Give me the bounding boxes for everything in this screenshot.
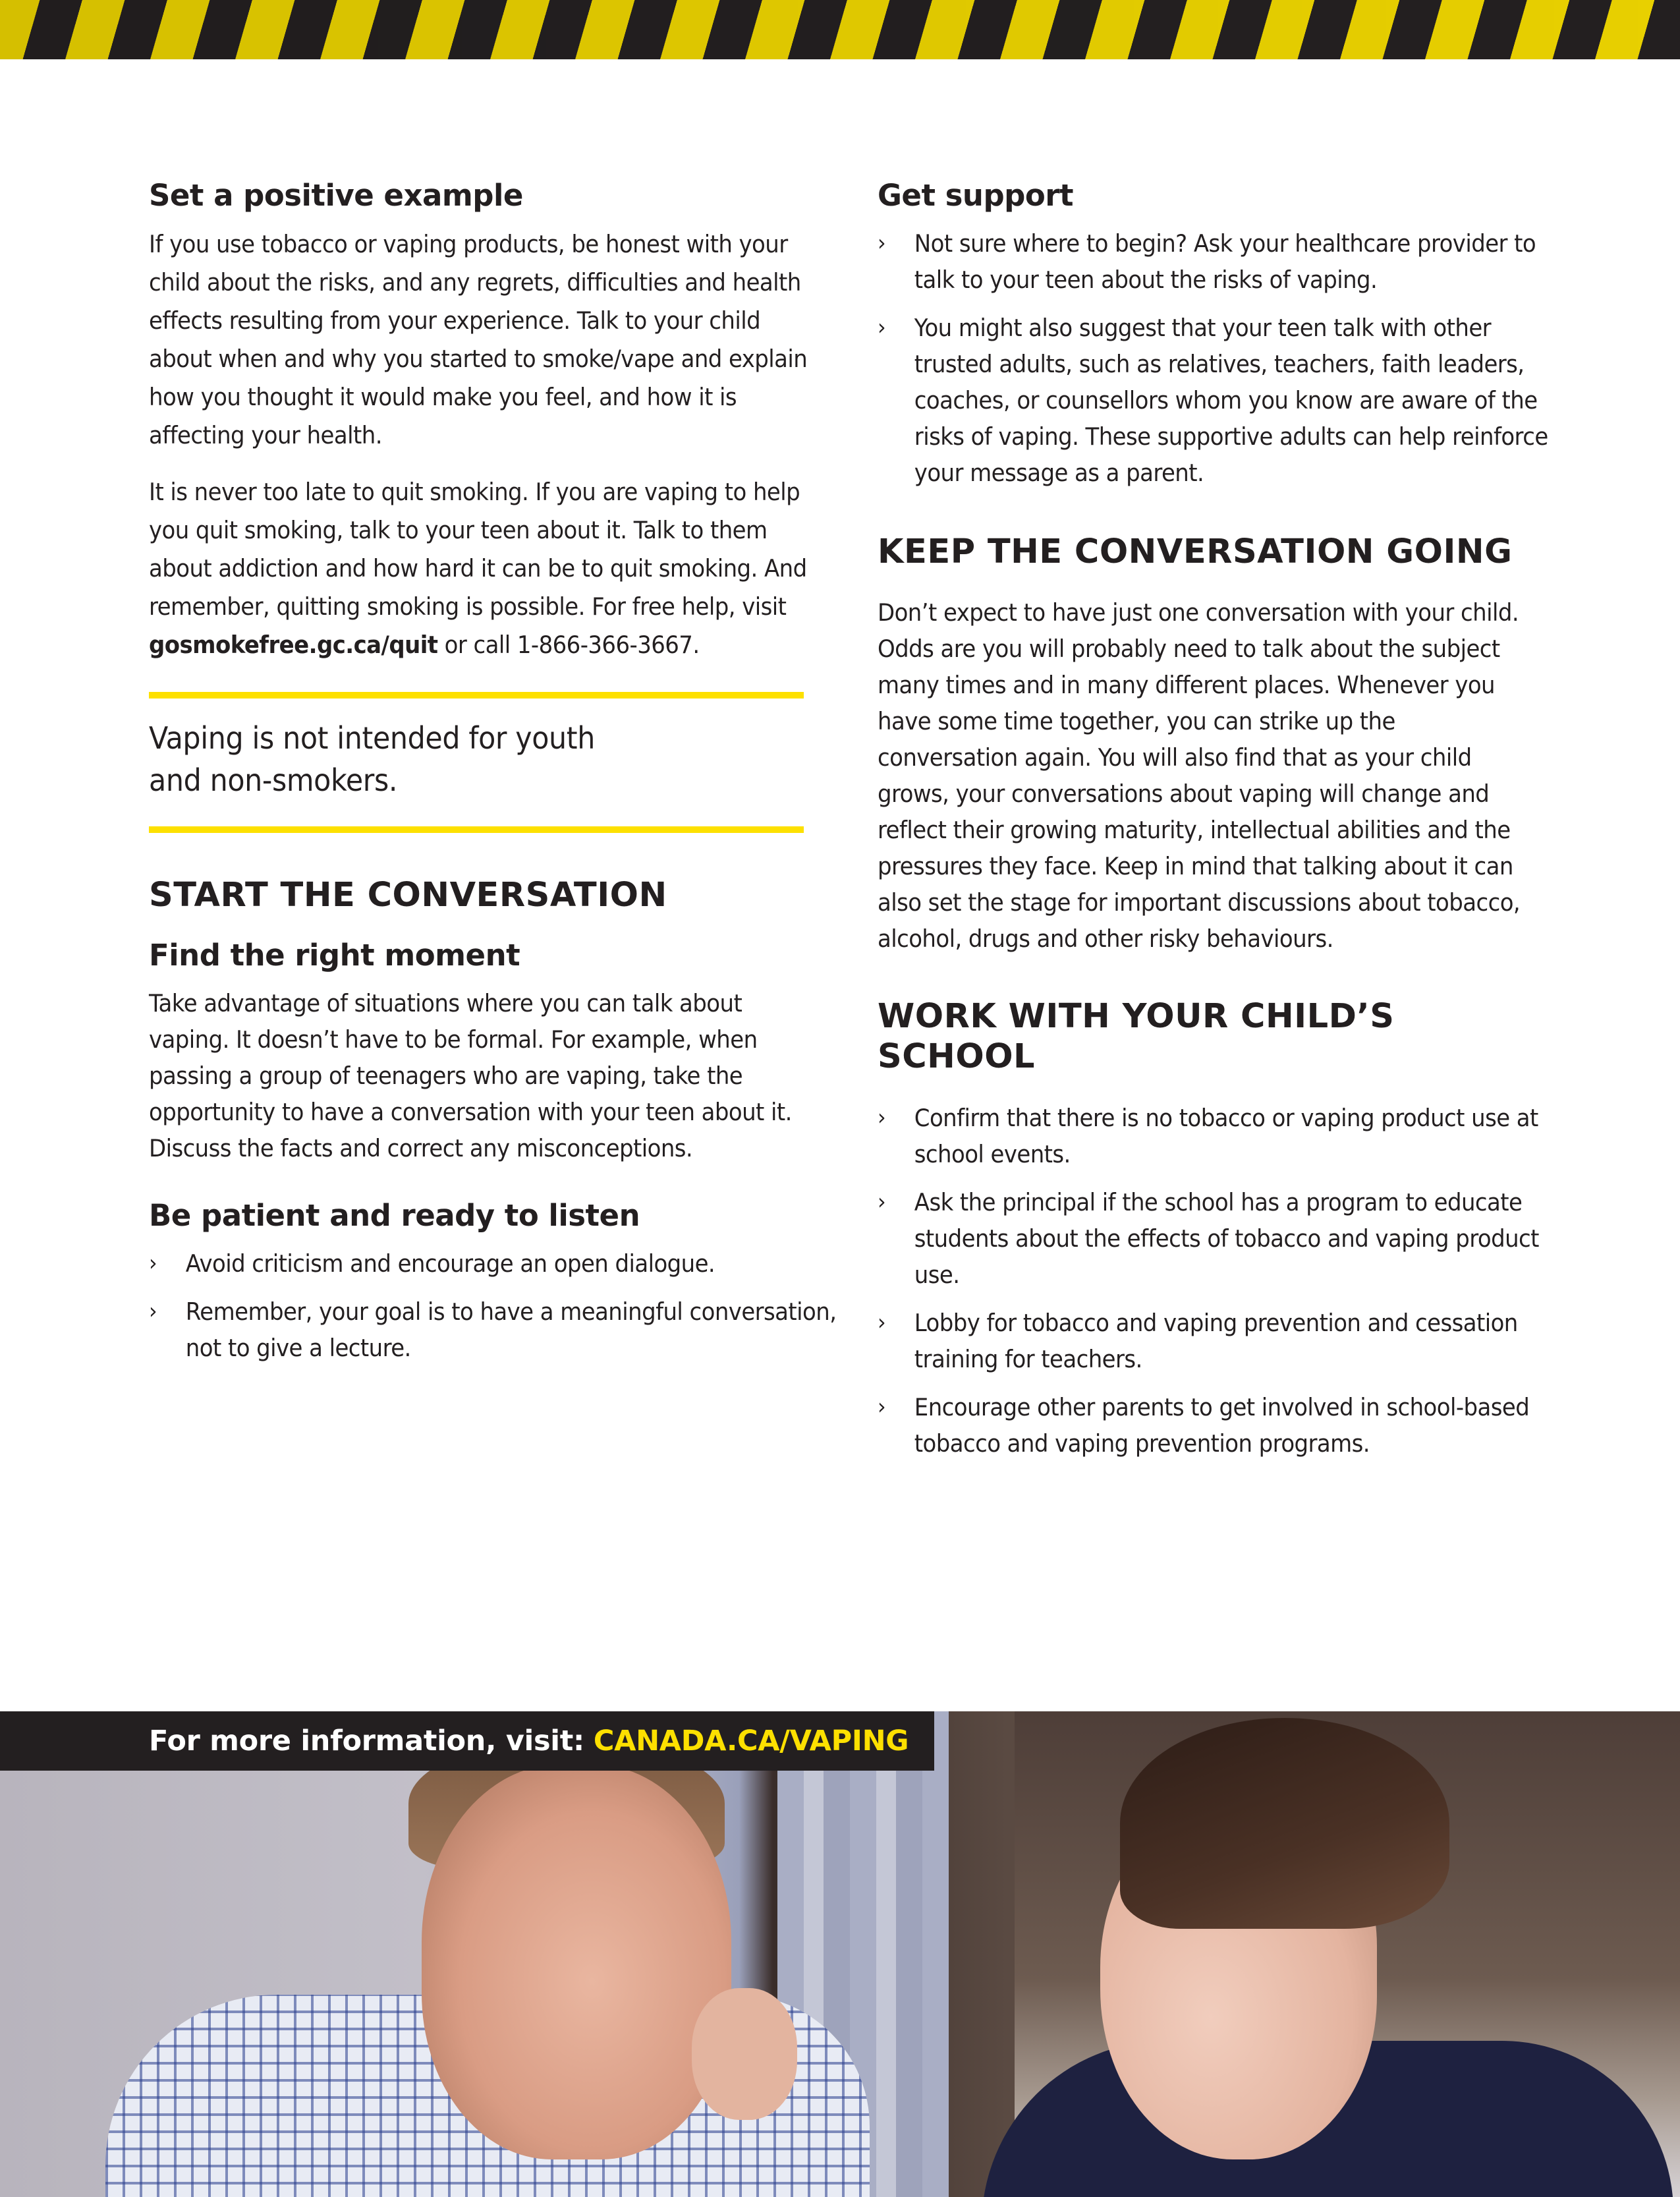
chevron-right-icon: › bbox=[878, 1393, 886, 1420]
paragraph-text: It is never too late to quit smoking. If you are vaping to help you quit smoking, talk to your teen about it. Talk to them about addiction and how hard it can be to quit smoking. And remember, quitting smoking is possible. For free help, visit bbox=[149, 478, 807, 621]
photo-man-face bbox=[422, 1764, 731, 2159]
be-patient-list bbox=[149, 1245, 837, 1366]
heading-start-conversation: START THE CONVERSATION bbox=[149, 876, 667, 915]
chevron-right-icon: › bbox=[878, 230, 886, 256]
list-item bbox=[878, 1184, 1573, 1293]
chevron-right-icon: › bbox=[149, 1298, 157, 1325]
list-item bbox=[878, 225, 1573, 298]
paragraph-find-moment: Take advantage of situations where you can talk about vaping. It doesn’t have to be formal. For example, when passing a group of teenagers who are vaping, take the opportunity to have a conversation with your teen about it. Discuss the facts and correct any misconceptions. bbox=[149, 989, 792, 1163]
chevron-right-icon: › bbox=[878, 1309, 886, 1336]
paragraph-set-example-1: If you use tobacco or vaping products, be honest with your child about the risks, and any regrets, difficulties and health effects resulting from your experience. Talk to your child about when and why you started to smoke/vape and explain how you thought it would make you feel, and how it is affecting your health. bbox=[149, 230, 808, 449]
callout-top-rule bbox=[149, 692, 804, 699]
list-item bbox=[878, 310, 1573, 491]
list-item-text: Encourage other parents to get involved in school-based tobacco and vaping prevention programs. bbox=[914, 1392, 1530, 1458]
get-support-list bbox=[878, 225, 1548, 491]
list-item-text: Ask the principal if the school has a program to educate students about the effects of tobacco and vaping product use. bbox=[914, 1187, 1539, 1289]
heading-set-positive-example: Set a positive example bbox=[149, 178, 523, 213]
list-item bbox=[878, 1389, 1573, 1462]
list-item-text: Avoid criticism and encourage an open dialogue. bbox=[185, 1249, 715, 1278]
heading-find-right-moment: Find the right moment bbox=[149, 938, 520, 973]
list-item-text: Confirm that there is no tobacco or vaping product use at school events. bbox=[914, 1103, 1538, 1168]
list-item-text: Not sure where to begin? Ask your healthcare provider to talk to your teen about the risks of vaping. bbox=[914, 229, 1536, 294]
paragraph-set-example-2 bbox=[149, 473, 808, 664]
list-item bbox=[149, 1294, 845, 1366]
footer-lead-text: For more information, visit: bbox=[149, 1725, 584, 1757]
paragraph-text: or call 1-866-366-3667. bbox=[437, 631, 700, 659]
callout-line-1: Vaping is not intended for youth bbox=[149, 720, 595, 756]
callout-box bbox=[149, 699, 808, 826]
school-list bbox=[878, 1100, 1539, 1462]
list-item-text: Remember, your goal is to have a meaningful conversation, not to give a lecture. bbox=[185, 1298, 837, 1363]
photo-father-and-teen bbox=[0, 1711, 1680, 2197]
callout-bottom-rule bbox=[149, 826, 804, 833]
heading-keep-conversation-going: KEEP THE CONVERSATION GOING bbox=[878, 532, 1513, 571]
chevron-right-icon: › bbox=[149, 1250, 157, 1277]
footer-url-link[interactable]: CANADA.CA/VAPING bbox=[593, 1725, 909, 1757]
chevron-right-icon: › bbox=[878, 314, 886, 341]
left-column bbox=[149, 178, 837, 1378]
quit-link[interactable]: gosmokefree.gc.ca/quit bbox=[149, 631, 438, 659]
heading-get-support: Get support bbox=[878, 178, 1073, 213]
heading-work-with-school: WORK WITH YOUR CHILD’S SCHOOL bbox=[878, 997, 1395, 1077]
list-item-text: You might also suggest that your teen talk with other trusted adults, such as relatives, teachers, faith leaders, coaches, or counsellors whom you know are aware of the risks of vaping. These supportive adults can help reinforce your message as a parent. bbox=[914, 314, 1548, 487]
right-column bbox=[878, 178, 1548, 1473]
list-item bbox=[878, 1100, 1573, 1172]
footer-info-banner bbox=[0, 1711, 934, 1771]
photo-teen-hair bbox=[1120, 1718, 1449, 1929]
heading-be-patient: Be patient and ready to listen bbox=[149, 1198, 640, 1234]
chevron-right-icon: › bbox=[878, 1188, 886, 1215]
chevron-right-icon: › bbox=[878, 1104, 886, 1131]
list-item bbox=[149, 1245, 845, 1282]
callout-line-2: and non-smokers. bbox=[149, 762, 398, 798]
hazard-stripe-banner bbox=[0, 0, 1680, 59]
list-item-text: Lobby for tobacco and vaping prevention and cessation training for teachers. bbox=[914, 1308, 1518, 1373]
paragraph-keep-going: Don’t expect to have just one conversation with your child. Odds are you will probably need to talk about the subject many times and in many different places. Whenever you have some time together, you can strike up the conversation again. You will also find that as your child grows, your conversations about vaping will change and reflect their growing maturity, intellectual abilities and the pressures they face. Keep in mind that talking about it can also set the stage for important discussions about tobacco, alcohol, drugs and other risky behaviours. bbox=[878, 598, 1521, 954]
list-item bbox=[878, 1305, 1573, 1377]
photo-hand-on-shoulder bbox=[692, 1988, 797, 2120]
